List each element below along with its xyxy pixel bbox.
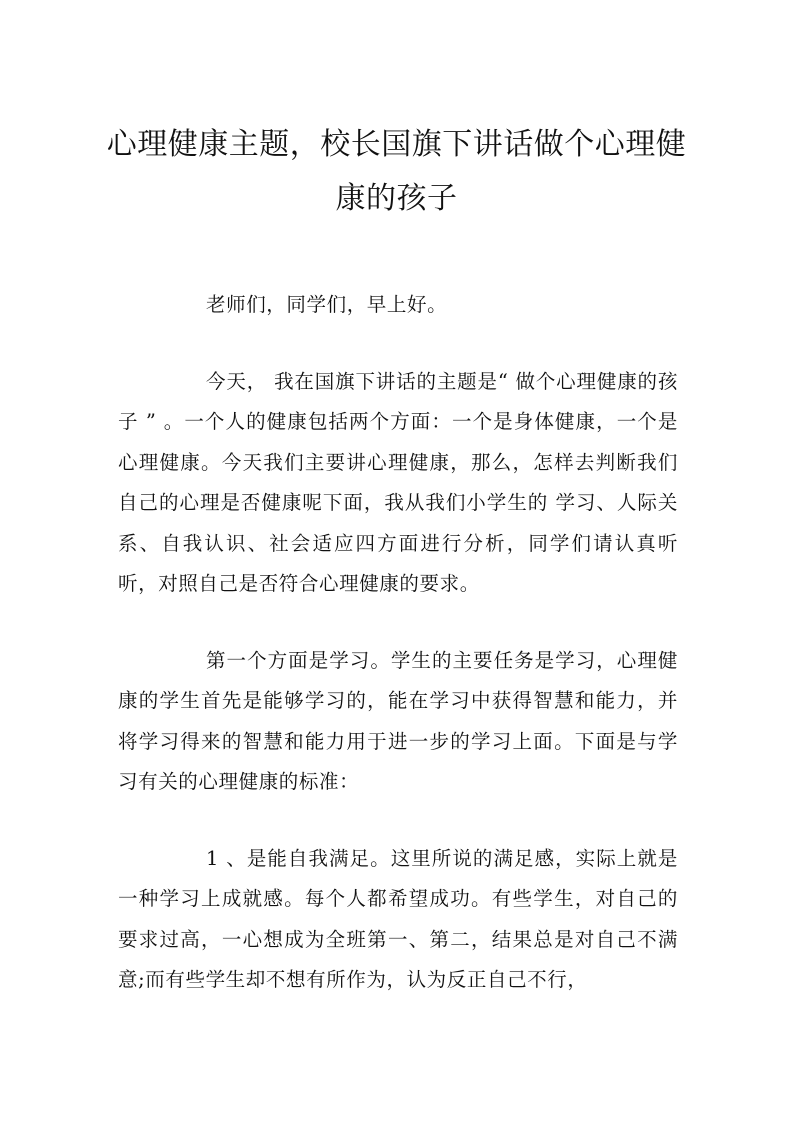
paragraph-introduction: 今天， 我在国旗下讲话的主题是“ 做个心理健康的孩子 ” 。一个人的健康包括两个方面：一个是身体健康，一个是心理健康。今天我们主要讲心理健康，那么，怎样去判断我们自己的心理是否健康呢下面，我从我们小学生的 学习、人际关系、自我认识、社会适应四方面进行分析，同学们请认真听听，对照自己是否符合心理健康的要求。 <box>118 369 678 595</box>
paragraph-learning: 第一个方面是学习。学生的主要任务是学习，心理健康的学生首先是能够学习的，能在学习中获得智慧和能力，并将学习得来的智慧和能力用于进一步的学习上面。下面是与学习有关的心理健康的标准： <box>118 648 678 793</box>
paragraph-self-satisfaction: 1 、是能自我满足。这里所说的满足感，实际上就是一种学习上成就感。每个人都希望成功。有些学生，对自己的要求过高，一心想成为全班第一、第二，结果总是对自己不满意;而有些学生却不想有所作为，认为反正自己不行， <box>118 846 678 991</box>
document-body <box>118 285 678 1037</box>
paragraph-greeting: 老师们，同学们，早上好。 <box>206 293 448 316</box>
document-title: 心理健康主题，校长国旗下讲话做个心理健康的孩子 <box>106 127 687 216</box>
